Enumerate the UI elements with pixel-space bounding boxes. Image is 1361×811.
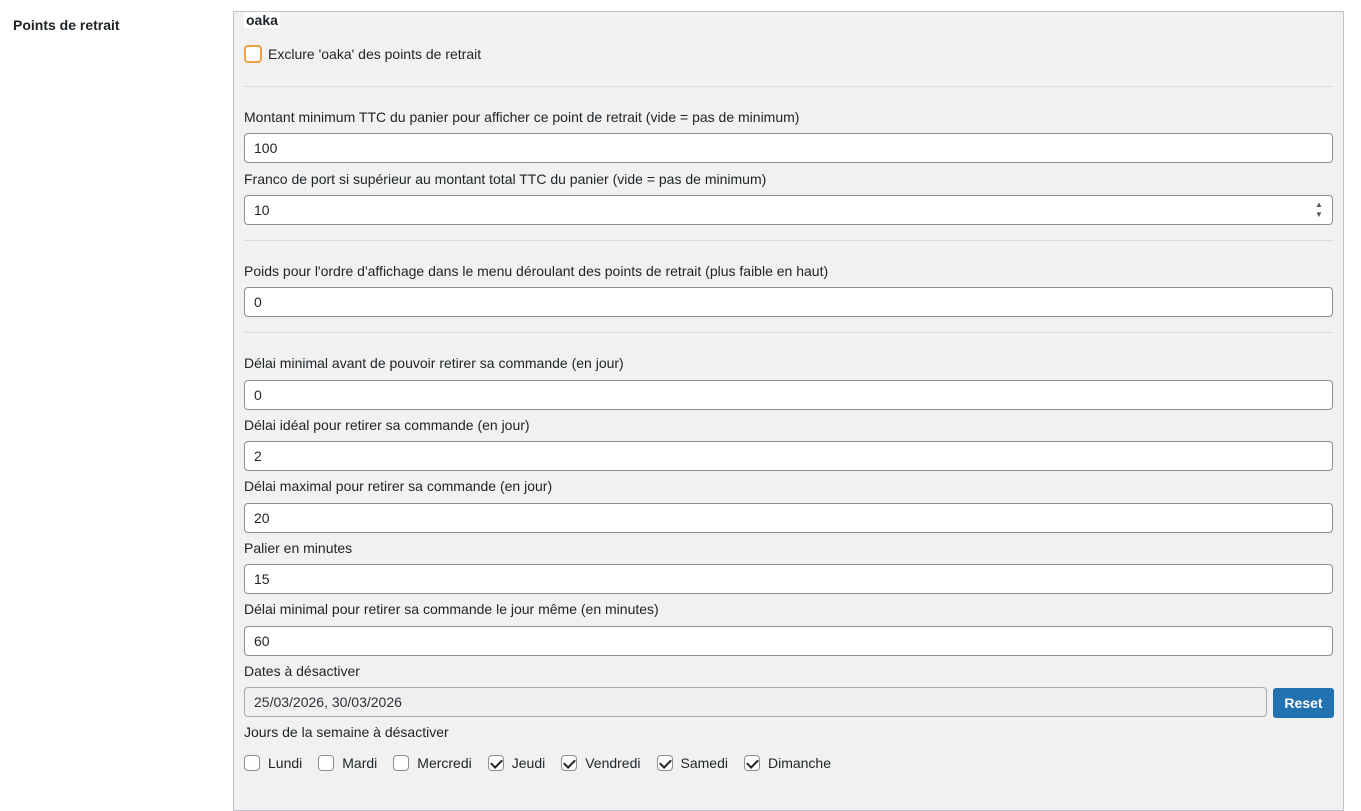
- free-shipping-value: 10: [254, 202, 270, 218]
- day-checkbox[interactable]: [318, 755, 334, 771]
- day-checkbox[interactable]: [561, 755, 577, 771]
- day-checkbox[interactable]: [744, 755, 760, 771]
- max-delay-input[interactable]: 20: [244, 503, 1333, 533]
- min-amount-label: Montant minimum TTC du panier pour afficher ce point de retrait (vide = pas de minimum): [244, 109, 800, 125]
- day-vendredi[interactable]: [561, 755, 640, 771]
- number-spinner-icon[interactable]: ▲ ▼: [1315, 200, 1323, 219]
- same-day-delay-label: Délai minimal pour retirer sa commande le jour même (en minutes): [244, 601, 659, 617]
- day-label: Dimanche: [767, 755, 831, 771]
- weight-label: Poids pour l'ordre d'affichage dans le menu déroulant des points de retrait (plus faible en haut): [244, 263, 829, 279]
- free-shipping-input[interactable]: [244, 195, 1333, 225]
- min-amount-input[interactable]: 100: [244, 133, 1333, 163]
- day-checkbox[interactable]: [244, 755, 260, 771]
- disabled-dates-input[interactable]: 25/03/2026, 30/03/2026: [244, 687, 1267, 717]
- disabled-days-label: Jours de la semaine à désactiver: [244, 724, 449, 740]
- day-lundi[interactable]: [244, 755, 302, 771]
- divider: [244, 240, 1334, 241]
- day-mardi[interactable]: [318, 755, 377, 771]
- day-mercredi[interactable]: [393, 755, 471, 771]
- exclude-checkbox[interactable]: [244, 45, 262, 63]
- day-label: Vendredi: [585, 755, 641, 771]
- min-delay-label: Délai minimal avant de pouvoir retirer sa commande (en jour): [244, 355, 624, 371]
- same-day-delay-input[interactable]: 60: [244, 626, 1333, 656]
- weight-input[interactable]: 0: [244, 287, 1333, 317]
- day-dimanche[interactable]: [744, 755, 831, 771]
- day-checkbox[interactable]: [657, 755, 673, 771]
- day-checkbox[interactable]: [393, 755, 409, 771]
- day-checkbox[interactable]: [488, 755, 504, 771]
- exclude-row[interactable]: [244, 45, 481, 63]
- fieldset-legend: oaka: [246, 12, 278, 28]
- day-label: Samedi: [680, 755, 728, 771]
- day-samedi[interactable]: [657, 755, 728, 771]
- weekday-checkbox-group: [244, 755, 847, 771]
- day-jeudi[interactable]: [488, 755, 545, 771]
- ideal-delay-input[interactable]: 2: [244, 441, 1333, 471]
- step-label: Palier en minutes: [244, 540, 353, 556]
- exclude-label: Exclure 'oaka' des points de retrait: [268, 46, 482, 62]
- divider: [244, 86, 1334, 87]
- disabled-dates-label: Dates à désactiver: [244, 663, 360, 679]
- day-label: Jeudi: [511, 755, 546, 771]
- max-delay-label: Délai maximal pour retirer sa commande (en jour): [244, 478, 553, 494]
- min-delay-input[interactable]: 0: [244, 380, 1333, 410]
- reset-button[interactable]: Reset: [1273, 688, 1334, 718]
- ideal-delay-label: Délai idéal pour retirer sa commande (en jour): [244, 417, 530, 433]
- day-label: Mardi: [342, 755, 378, 771]
- section-label: Points de retrait: [13, 17, 120, 33]
- step-input[interactable]: 15: [244, 564, 1333, 594]
- day-label: Lundi: [268, 755, 303, 771]
- free-shipping-label: Franco de port si supérieur au montant total TTC du panier (vide = pas de minimum): [244, 171, 767, 187]
- divider: [244, 332, 1334, 333]
- day-label: Mercredi: [417, 755, 472, 771]
